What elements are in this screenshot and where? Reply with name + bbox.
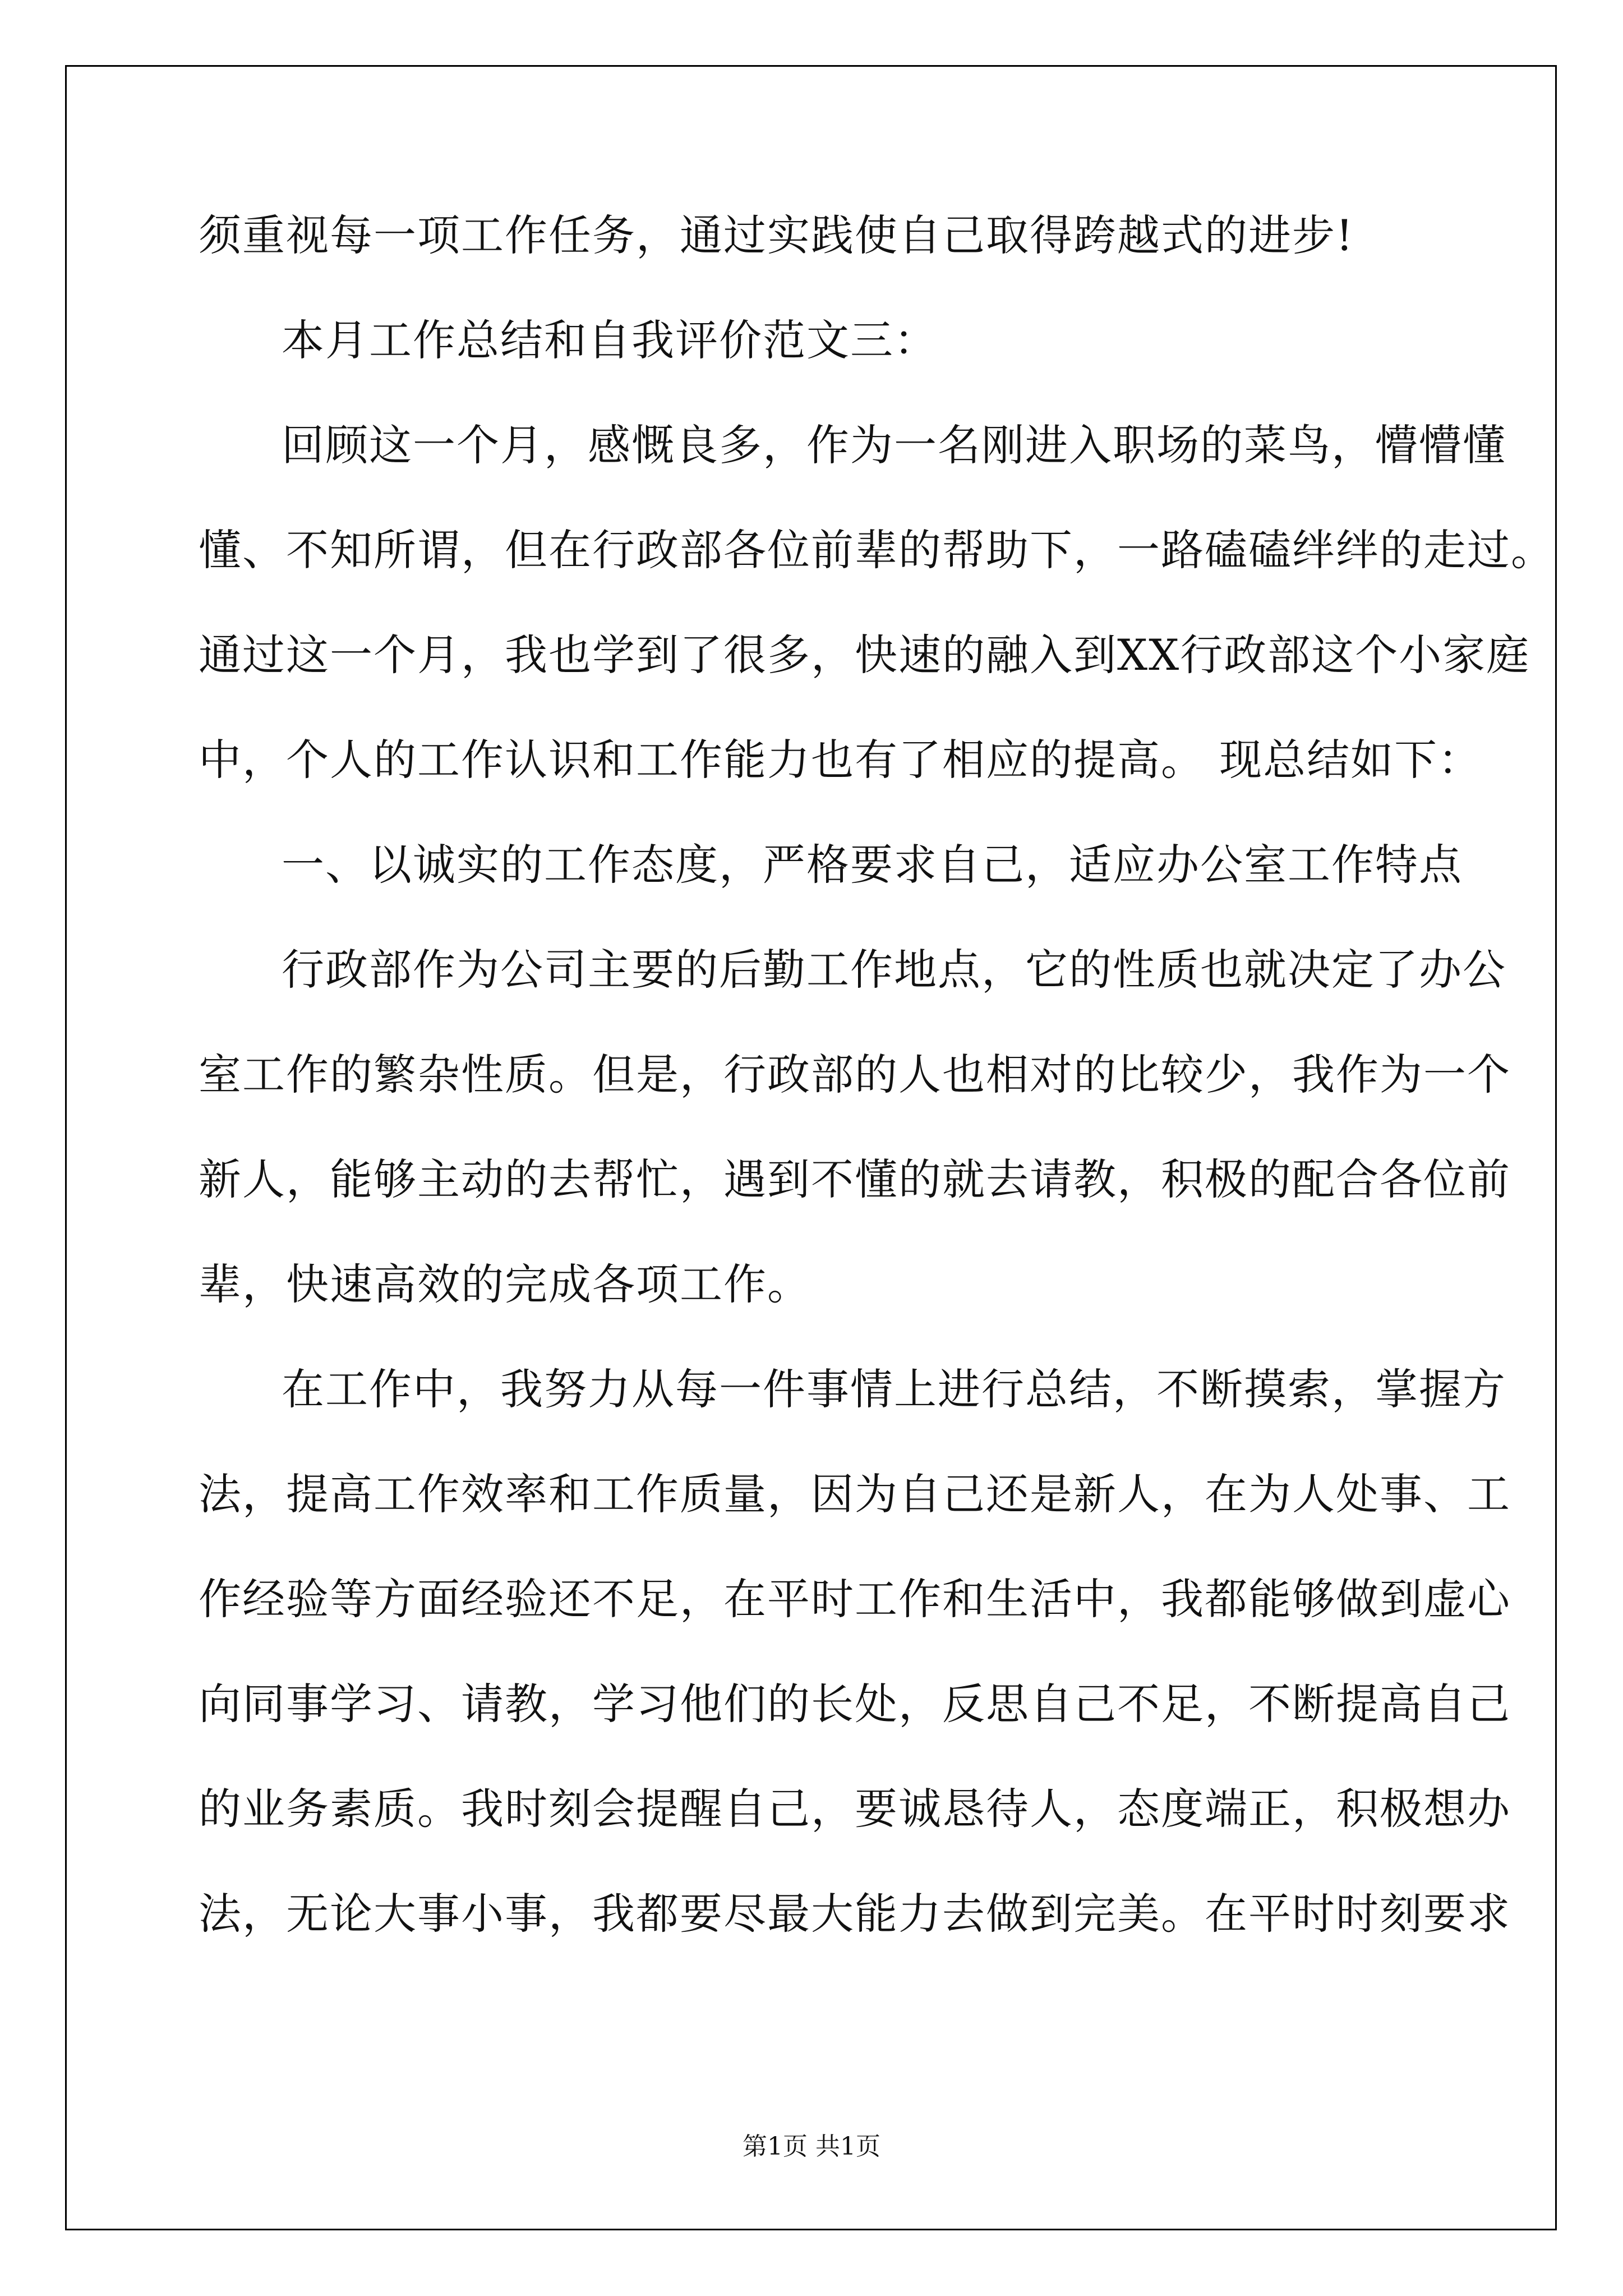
subsection-heading: 一、以诚实的工作态度，严格要求自己，适应办公室工作特点 <box>282 840 1463 890</box>
paragraph-line: 行政部作为公司主要的后勤工作地点，它的性质也就决定了办公 <box>282 945 1506 995</box>
paragraph-line: 室工作的繁杂性质。但是，行政部的人也相对的比较少，我作为一个 <box>199 1050 1511 1099</box>
paragraph-line: 懂、不知所谓，但在行政部各位前辈的帮助下，一路磕磕绊绊的走过。 <box>199 525 1555 575</box>
paragraph-line: 须重视每一项工作任务，通过实践使自己取得跨越式的进步! <box>199 210 1354 260</box>
paragraph-line: 中，个人的工作认识和工作能力也有了相应的提高。 现总结如下： <box>199 735 1482 785</box>
paragraph-line: 辈，快速高效的完成各项工作。 <box>199 1259 811 1309</box>
paragraph-line: 法，无论大事小事，我都要尽最大能力去做到完美。在平时时刻要求 <box>199 1889 1511 1939</box>
paragraph-line: 在工作中，我努力从每一件事情上进行总结，不断摸索，掌握方 <box>282 1364 1506 1414</box>
paragraph-line: 作经验等方面经验还不足，在平时工作和生活中，我都能够做到虚心 <box>199 1574 1511 1624</box>
paragraph-line: 通过这一个月，我也学到了很多，快速的融入到XX行政部这个小家庭 <box>199 630 1530 680</box>
page-footer: 第1页 共1页 <box>743 2132 880 2161</box>
paragraph-line: 法，提高工作效率和工作质量，因为自己还是新人，在为人处事、工 <box>199 1469 1511 1519</box>
section-heading: 本月工作总结和自我评价范文三： <box>282 315 938 365</box>
paragraph-line: 向同事学习、请教，学习他们的长处，反思自己不足，不断提高自己 <box>199 1679 1511 1729</box>
paragraph-line: 新人，能够主动的去帮忙，遇到不懂的就去请教，积极的配合各位前 <box>199 1154 1511 1204</box>
paragraph-line: 回顾这一个月，感慨良多，作为一名刚进入职场的菜鸟，懵懵懂 <box>282 420 1506 470</box>
paragraph-line: 的业务素质。我时刻会提醒自己，要诚恳待人，态度端正，积极想办 <box>199 1784 1511 1834</box>
